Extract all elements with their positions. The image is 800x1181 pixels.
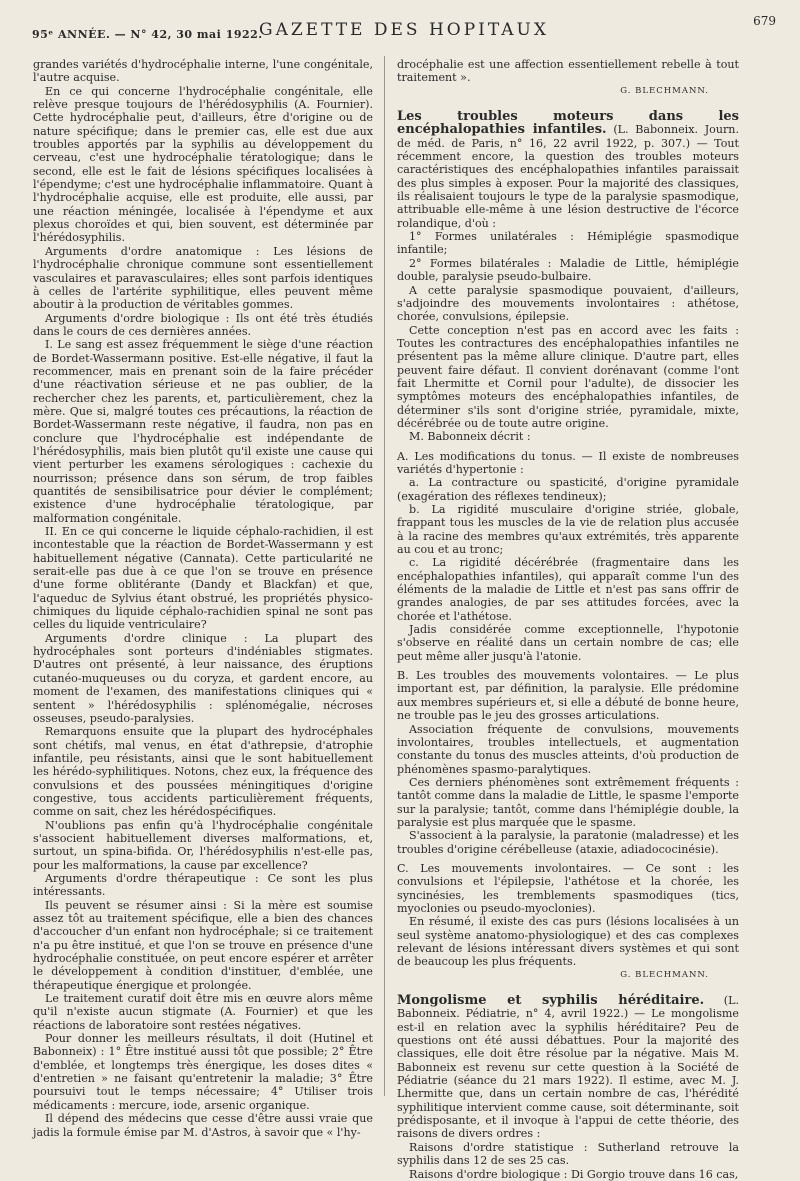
issue-line: 95ᵉ ANNÉE. — N° 42, 30 mai 1922. [32, 28, 263, 41]
paragraph: Raisons d'ordre biologique : Di Gorgio trouve dans 16 cas, [409, 1167, 739, 1181]
signature: G. BLECHMANN. [620, 969, 709, 980]
paragraph: Ces derniers phénomènes sont extrêmement fréquents : tantôt comme dans la maladie de Little, le spasme l'emporte sur la paralysie; tantôt, comme dans l'hémiplégie double, la paralysie est plus marquée que le spasme. [397, 775, 739, 829]
paragraph: Arguments d'ordre anatomique : Les lésions de l'hydrocéphalie chronique commune sont essentiellement vasculaires et paravasculaires; elles sont parfois identiques à celles de l'artérite syphilitique, elles peuvent même aboutir à la production de véritables gommes. [33, 244, 373, 312]
article-title: Les troubles moteurs dans les encéphalopathies infantiles. [397, 109, 739, 138]
paragraph: M. Babonneix décrit : [409, 430, 531, 444]
paragraph: b. La rigidité musculaire d'origine striée, globale, frappant tous les muscles de la vie de relation plus accusée à la racine des membres qu'aux extrémités, très apparente au cou et au tronc; [397, 503, 739, 557]
paragraph: II. En ce qui concerne le liquide céphalo-rachidien, il est incontestable que la réaction de Bordet-Wassermann y est habituellement négative (Cannata). Cette particularité ne serait-elle pas due à ce que l'on se trouve en présence d'une forme oblitérante (Dandy et Blackfan) et que, l'aqueduc de Sylvius étant obstrué, les propriétés physico-chimiques du liquide céphalo-rachidien spinal ne sont pas celles du liquide ventriculaire? [33, 525, 373, 632]
page-header [32, 8, 776, 48]
paragraph: Remarquons ensuite que la plupart des hydrocéphales sont chétifs, mal venus, en état d'athrepsie, d'atrophie infantile, peu résistants, ainsi que le sont habituellement les hérédo-syphilitiques. Notons, chez eux, la fréquence des convulsions et des poussées méningitiques d'origine congestive, tous accidents particulièrement fréquents, comme on sait, chez les hérédospécifiques. [33, 725, 373, 819]
article-reference: (L. Babonneix. Pédiatrie, n° 4, avril 1922.) [397, 994, 739, 1021]
paragraph: Association fréquente de convulsions, mouvements involontaires, troubles intellectuels, et augmentation constante du tonus des muscles atteints, d'où production de phénomènes spasmo-paralytiques. [397, 722, 739, 776]
paragraph: c. La rigidité décérébrée (fragmentaire dans les encéphalopathies infantiles), qui apparaît comme l'un des éléments de la maladie de Little et n'est pas sans offrir de grandes analogies, de par ses attitudes forcées, avec la chorée et l'athétose. [397, 556, 739, 623]
paragraph: Ils peuvent se résumer ainsi : Si la mère est soumise assez tôt au traitement spécifique, elle a bien des chances d'accoucher d'un enfant non hydrocéphale; si ce traitement n'a pu être institué, et que l'on se trouve en présence d'une hydrocéphalie constituée, on peut encore espérer et arrêter le développement à condition d'instituer, d'emblée, une thérapeutique énergique et prolongée. [33, 898, 373, 992]
page-number: 679 [753, 14, 776, 28]
paragraph: S'associent à la paralysie, la paratonie (maladresse) et les troubles d'origine cérébelleuse (ataxie, adiadococinésie). [397, 829, 739, 856]
paragraph: drocéphalie est une affection essentiellement rebelle à tout traitement ». [397, 58, 739, 85]
article-lead: — Tout récemment encore, la question des troubles moteurs caractéristiques des encéphalopathies infantiles paraissait des plus simples à exposer. Pour la majorité des classiques, ils réalisaient toujours le type de la paralysie spasmodique, attribuable elle-même à une lésion destructive de l'écorce rolandique, d'où : [397, 136, 739, 230]
paragraph: Il dépend des médecins que cesse d'être aussi vraie que jadis la formule émise par M. d'Astros, à savoir que « l'hy- [33, 1112, 373, 1139]
article-lead: — Le mongolisme est-il en relation avec la syphilis héréditaire? Peu de questions ont été aussi débattues. Pour la majorité des classiques, elle doit être résolue par la négative. Mais M. Babonneix est revenu sur cette question à la Société de Pédiatrie (séance du 21 mars 1922). Il estime, avec M. J. Lhermitte que, dans un certain nombre de cas, l'hérédité syphilitique intervient comme cause, soit déterminante, soit prédisposante, et il invoque à l'appui de cette théorie, des raisons de divers ordres : [397, 1007, 739, 1141]
paragraph: grandes variétés d'hydrocéphalie interne, l'une congénitale, l'autre acquise. [33, 58, 373, 85]
paragraph: I. Le sang est assez fréquemment le siège d'une réaction de Bordet-Wassermann positive. Est-elle négative, il faut la recommencer, mais en prenant soin de la faire précéder d'une réactivation sérieuse et ne pas oublier, de la rechercher chez les parents, et, particulièrement, chez la mère. Que si, malgré toutes ces précautions, la réaction de Bordet-Wassermann reste négative, il faudra, non pas en conclure que l'hydrocéphalie est indépendante de l'hérédosyphilis, mais bien plutôt qu'il existe une cause qui vient perturber les examens sérologiques : cachexie du nourrisson; présence dans son sérum, de trop faibles quantités de sensibilisatrice pour dévier le complément; existence d'une hydrocéphalie tératologique, par malformation congénitale. [33, 338, 373, 525]
left-column [33, 58, 373, 1139]
section-heading: A. Les modifications du tonus. — Il existe de nombreuses variétés d'hypertonie : [397, 449, 739, 476]
article-title: Mongolisme et syphilis héréditaire. [397, 993, 705, 1009]
section-heading: C. Les mouvements involontaires. — Ce sont : les convulsions et l'épilepsie, l'athétose et la chorée, les syncinésies, les tremblements spasmodiques (tics, myoclonies ou pseudo-myoclonies). [397, 861, 739, 915]
section-heading: B. Les troubles des mouvements volontaires. — Le plus important est, par définition, la paralysie. Elle prédomine aux membres supérieurs et, si elle a débuté de bonne heure, ne trouble pas le jeu des grosses articulations. [397, 669, 739, 723]
right-column [397, 58, 739, 1181]
paragraph: Le traitement curatif doit être mis en œuvre alors même qu'il n'existe aucun stigmate (A. Fournier) et que les réactions de laboratoire sont restées négatives. [33, 992, 373, 1032]
paragraph: En résumé, il existe des cas purs (lésions localisées à un seul système anatomo-physiologique) et des cas complexes relevant de lésions intéressant divers systèmes et qui sont de beaucoup les plus fréquents. [397, 915, 739, 969]
paragraph: Raisons d'ordre statistique : Sutherland retrouve la syphilis dans 12 de ses 25 cas. [397, 1140, 739, 1168]
article-reference: (L. Babonneix. Journ. de méd. de Paris, n° 16, 22 avril 1922, p. 307.) [397, 123, 739, 150]
paragraph: Cette conception n'est pas en accord avec les faits : Toutes les contractures des encéphalopathies infantiles ne présentent pas la même allure clinique. D'autre part, elles peuvent faire défaut. Il convient dorénavant (comme l'ont fait Lhermitte et Cornil pour l'adulte), de dissocier les symptômes moteurs des encéphalopathies infantiles, de déterminer s'ils sont d'origine striée, pyramidale, mixte, décérébrée ou de toute autre origine. [397, 323, 739, 430]
journal-title: GAZETTE DES HOPITAUX [258, 20, 549, 40]
paragraph: A cette paralysie spasmodique pouvaient, d'ailleurs, s'adjoindre des mouvements involontaires : athétose, chorée, convulsions, épilepsie. [397, 283, 739, 324]
paragraph: Pour donner les meilleurs résultats, il doit (Hutinel et Babonneix) : 1° Être institué aussi tôt que possible; 2° Être d'emblée, et longtemps très énergique, les doses dites « d'entretien » ne faisant qu'entretenir la maladie; 3° Être poursuivi tout le temps nécessaire; 4° Utiliser trois médicaments : mercure, iode, arsenic organique. [33, 1032, 373, 1112]
article-intro [397, 110, 739, 230]
paragraph: En ce qui concerne l'hydrocéphalie congénitale, elle relève presque toujours de l'hérédosyphilis (A. Fournier). Cette hydrocéphalie peut, d'ailleurs, être d'origine ou de nature spécifique; dans le premier cas, elle est due aux troubles apportés par la syphilis au développement du cerveau, c'est une hydrocéphalie tératologique; dans le second, elle est le fait de lésions spécifiques localisées à l'épendyme; c'est une hydrocéphalie inflammatoire. Quant à l'hydrocéphalie acquise, elle est produite, elle aussi, par une réaction méningée, localisée à l'épendyme et aux plexus choroïdes et qui, bien souvent, est déterminée par l'hérédosyphilis. [33, 84, 373, 245]
paragraph: Arguments d'ordre biologique : Ils ont été très étudiés dans le cours de ces dernières années. [33, 311, 373, 338]
paragraph: N'oublions pas enfin qu'à l'hydrocéphalie congénitale s'associent habituellement diverses malformations, et, surtout, un spina-bifida. Or, l'hérédosyphilis n'est-elle pas, pour les malformations, la cause par excellence? [33, 818, 373, 872]
article-intro [397, 994, 739, 1141]
signature: G. BLECHMANN. [620, 85, 709, 96]
paragraph: Arguments d'ordre thérapeutique : Ce sont les plus intéressants. [33, 871, 373, 899]
paragraph: Arguments d'ordre clinique : La plupart des hydrocéphales sont porteurs d'indéniables stigmates. D'autres ont présenté, à leur naissance, des éruptions cutanéo-muqueuses ou du coryza, et gardent encore, au moment de l'examen, des manifestations cliniques qui « sentent » l'hérédosyphilis : splénomégalie, nécroses osseuses, pseudo-paralysies. [33, 631, 373, 725]
list-item: 2° Formes bilatérales : Maladie de Little, hémiplégie double, paralysie pseudo-bulbaire. [397, 256, 739, 284]
paragraph: Jadis considérée comme exceptionnelle, l'hypotonie s'observe en réalité dans un certain nombre de cas; elle peut même aller jusqu'à l'atonie. [397, 623, 739, 663]
list-item: 1° Formes unilatérales : Hémiplégie spasmodique infantile; [397, 230, 739, 257]
paragraph: a. La contracture ou spasticité, d'origine pyramidale (exagération des réflexes tendineux); [397, 476, 739, 503]
column-divider [384, 56, 385, 1096]
